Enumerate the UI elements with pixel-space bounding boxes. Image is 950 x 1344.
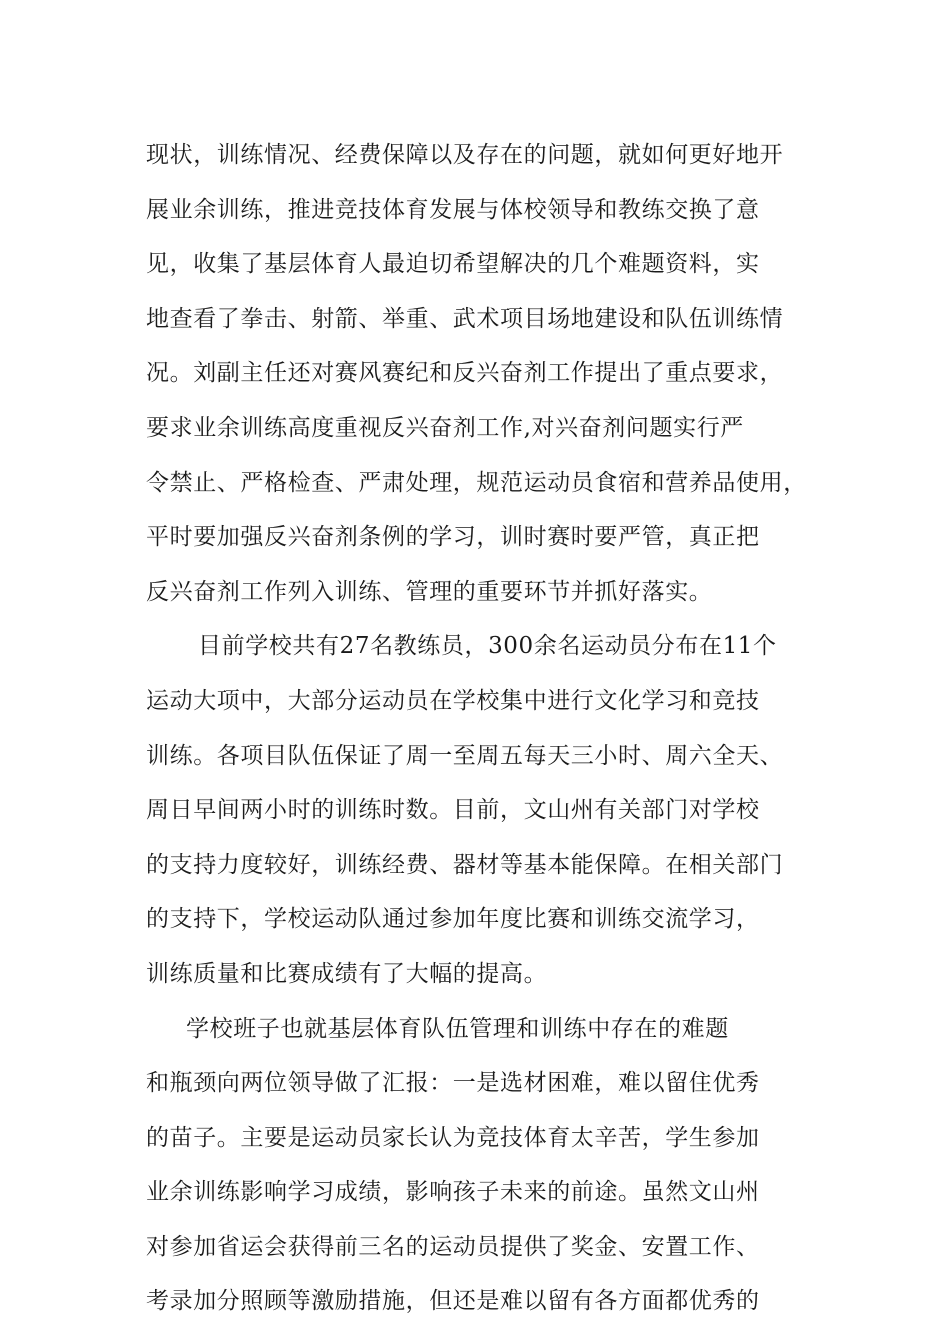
text-line: 周日早间两小时的训练时数。目前，文山州有关部门对学校 <box>146 797 760 824</box>
text-line: 训练质量和比赛成绩有了大幅的提高。 <box>146 960 548 987</box>
text-line: 要求业余训练高度重视反兴奋剂工作,对兴奋剂问题实行严 <box>146 414 744 441</box>
text-line: 反兴奋剂工作列入训练、管理的重要环节并抓好落实。 <box>146 578 713 605</box>
text-line: 令禁止、严格检查、严肃处理，规范运动员食宿和营养品使用， <box>146 469 807 496</box>
paragraph-start-line: 学校班子也就基层体育队伍管理和训练中存在的难题 <box>186 1015 729 1042</box>
text-line: 训练。各项目队伍保证了周一至周五每天三小时、周六全天、 <box>146 742 784 769</box>
text-line: 的支持下，学校运动队通过参加年度比赛和训练交流学习， <box>146 906 760 933</box>
text-line: 和瓶颈向两位领导做了汇报：一是选材困难，难以留住优秀 <box>146 1070 760 1097</box>
paragraph-start-line: 目前学校共有27名教练员，300余名运动员分布在11个 <box>198 633 777 660</box>
text-line: 况。刘副主任还对赛风赛纪和反兴奋剂工作提出了重点要求， <box>146 360 784 387</box>
body-text <box>146 128 826 1329</box>
text-line: 地查看了拳击、射箭、举重、武术项目场地建设和队伍训练情 <box>146 305 784 332</box>
text-line: 对参加省运会获得前三名的运动员提供了奖金、安置工作、 <box>146 1233 760 1260</box>
text-line: 的支持力度较好，训练经费、器材等基本能保障。在相关部门 <box>146 851 784 878</box>
text-line: 运动大项中，大部分运动员在学校集中进行文化学习和竞技 <box>146 687 760 714</box>
text-line: 的苗子。主要是运动员家长认为竞技体育太辛苦，学生参加 <box>146 1124 760 1151</box>
text-line: 展业余训练，推进竞技体育发展与体校领导和教练交换了意 <box>146 196 760 223</box>
text-line: 业余训练影响学习成绩，影响孩子未来的前途。虽然文山州 <box>146 1179 760 1206</box>
text-line: 现状，训练情况、经费保障以及存在的问题，就如何更好地开 <box>146 142 784 168</box>
text-line: 见，收集了基层体育人最迫切希望解决的几个难题资料，实 <box>146 251 760 278</box>
text-line: 考录加分照顾等激励措施，但还是难以留有各方面都优秀的 <box>146 1288 760 1315</box>
text-line: 平时要加强反兴奋剂条例的学习，训时赛时要严管，真正把 <box>146 524 760 551</box>
